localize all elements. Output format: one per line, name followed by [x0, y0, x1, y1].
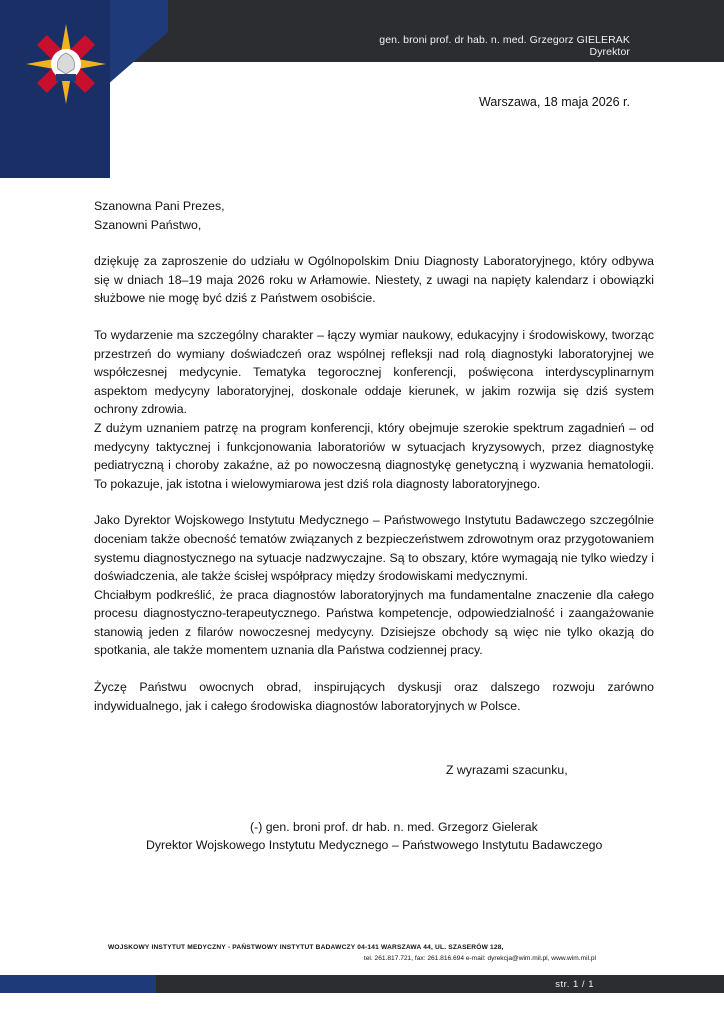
signature-title: Dyrektor Wojskowego Instytutu Medycznego – Państwowego Instytutu Badawczego [146, 838, 603, 852]
letter-body [94, 197, 654, 715]
footer-bar [156, 975, 724, 993]
paragraph: Chciałbym podkreślić, że praca diagnostów laboratoryjnych ma fundamentalne znaczenie dla całego procesu diagnostyczno-terapeutycznego. Państwa kompetencje, odpowiedzialność i zaangażowanie stanowią jeden z filarów nowoczesnej medycyny. Dzisiejsze obchody są więc nie tylko okazją do spotkania, ale także momentem uznania dla Państwa codziennej pracy. [94, 587, 654, 658]
author-name: gen. broni prof. dr hab. n. med. Grzegorz GIELERAK [379, 34, 630, 46]
paragraph: Życzę Państwu owocnych obrad, inspirujących dyskusji oraz dalszego rozwoju zarówno indywidualnego, jak i całego środowiska diagnostów laboratoryjnych w Polsce. [94, 680, 654, 713]
wim-emblem-logo [24, 22, 108, 106]
author-role: Dyrektor [589, 46, 630, 58]
letter-date: Warszawa, 18 maja 2026 r. [479, 95, 630, 109]
paragraph: To wydarzenie ma szczególny charakter – łączy wymiar naukowy, edukacyjny i środowiskowy, tworząc przestrzeń do wymiany doświadczeń oraz wspólnej refleksji nad rolą diagnostyki laboratoryjnej we współczesnej medycynie. Tematyka tegorocznej konferencji, poświęcona interdyscyplinarnym aspektom medycyny laboratoryjnej, doskonale oddaje kierunek, w jakim rozwija się dziś system ochrony zdrowia. [94, 327, 654, 417]
closing-line: Z wyrazami szacunku, [446, 763, 568, 777]
signature-name: (-) gen. broni prof. dr hab. n. med. Grzegorz Gielerak [250, 820, 538, 834]
page-number: str. 1 / 1 [555, 979, 594, 990]
footer-institution: WOJSKOWY INSTYTUT MEDYCZNY - PAŃSTWOWY INSTYTUT BADAWCZY 04-141 WARSZAWA 44, UL. SZASERÓW 128, [108, 944, 504, 951]
paragraph: Jako Dyrektor Wojskowego Instytutu Medycznego – Państwowego Instytutu Badawczego szczególnie doceniam także obecność tematów związanych z bezpieczeństwem zdrowotnym oraz przygotowaniem systemu diagnostycznego na sytuacje nadzwyczajne. Są to obszary, które wymagają nie tylko wiedzy i doświadczenia, ale także ścisłej współpracy między środowiskami medycznymi. [94, 513, 654, 584]
salutation-line: Szanowni Państwo, [94, 217, 202, 232]
footer-contact: tel. 261.817.721, fax: 261.816.694 e-mail: dyrekcja@wim.mil.pl, www.wim.mil.pl [363, 955, 596, 962]
paragraph: dziękuję za zaproszenie do udziału w Ogólnopolskim Dniu Diagnosty Laboratoryjnego, który odbywa się w dniach 18–19 maja 2026 roku w Arłamowie. Niestety, z uwagi na napięty kalendarz i obowiązki służbowe nie mogę być dziś z Państwem osobiście. [94, 254, 654, 306]
footer-blue-band [0, 975, 156, 993]
paragraph: Z dużym uznaniem patrzę na program konferencji, który obejmuje szerokie spektrum zagadnień – od medycyny taktycznej i funkcjonowania laboratoriów w sytuacjach kryzysowych, przez diagnostykę pediatryczną i choroby zakaźne, aż po nowoczesną diagnostykę genetyczną i wyzwania hematologii. To pokazuje, jak istotna i wielowymiarowa jest dziś rola diagnosty laboratoryjnego. [94, 420, 654, 491]
author-block [379, 34, 630, 58]
salutation-line: Szanowna Pani Prezes, [94, 199, 225, 213]
